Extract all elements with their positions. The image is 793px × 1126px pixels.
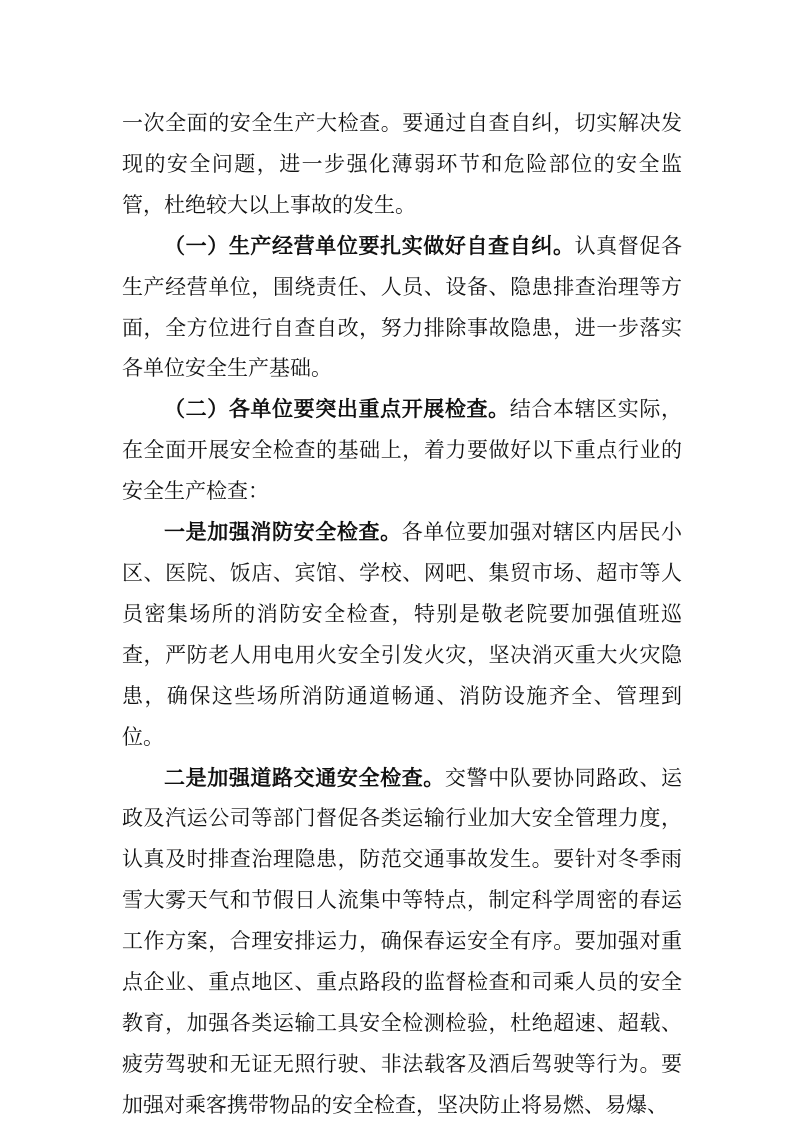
paragraph-text: 一次全面的安全生产大检查。要通过自查自纠，切实解决发现的安全问题，进一步强化薄弱环节和危险部位的安全监管，杜绝较大以上事故的发生。	[122, 111, 682, 217]
paragraph-text: 结合本辖区实际，在全面开展安全检查的基础上，着力要做好以下重点行业的安全生产检查：	[122, 397, 683, 504]
paragraph-text: 交警中队要协同路政、运政及汽运公司等部门督促各类运输行业加大安全管理力度，认真及时排查治理隐患，防范交通事故发生。要针对冬季雨雪大雾天气和节假日人流集中等特点，制定科学周密的春运工作方案，合理安排运力，确保春运安全有序。要加强对重点企业、重点地区、重点路段的监督检查和司乘人员的安全教育，加强各类运输工具安全检测检验，杜绝超速、超载、疲劳驾驶和无证无照行驶、非法载客及酒后驾驶等行为。要加强对乘客携带物品的安全检查，坚决防止将易燃、易爆、	[122, 765, 683, 1117]
paragraph-text: 认真督促各生产经营单位，围绕责任、人员、设备、隐患排查治理等方面，全方位进行自查自改，努力排除事故隐患，进一步落实各单位安全生产基础。	[122, 233, 683, 381]
paragraph-self-inspection	[122, 226, 682, 390]
item-heading-fire-safety: 一是加强消防安全检查。	[164, 519, 402, 545]
paragraph-fire-safety	[122, 512, 682, 757]
paragraph-key-inspection	[122, 389, 682, 512]
section-heading-self-inspection: （一）生产经营单位要扎实做好自查自纠。	[164, 232, 575, 258]
item-heading-road-traffic: 二是加强道路交通安全检查。	[164, 764, 445, 790]
paragraph-intro	[122, 103, 682, 226]
section-heading-key-inspection: （二）各单位要突出重点开展检查。	[164, 396, 510, 422]
paragraph-text: 各单位要加强对辖区内居民小区、医院、饭店、宾馆、学校、网吧、集贸市场、超市等人员密集场所的消防安全检查，特别是敬老院要加强值班巡查，严防老人用电用火安全引发火灾，坚决消灭重大火灾隐患，确保这些场所消防通道畅通、消防设施齐全、管理到位。	[122, 520, 683, 749]
document-body	[122, 103, 682, 1126]
paragraph-road-traffic	[122, 758, 682, 1126]
